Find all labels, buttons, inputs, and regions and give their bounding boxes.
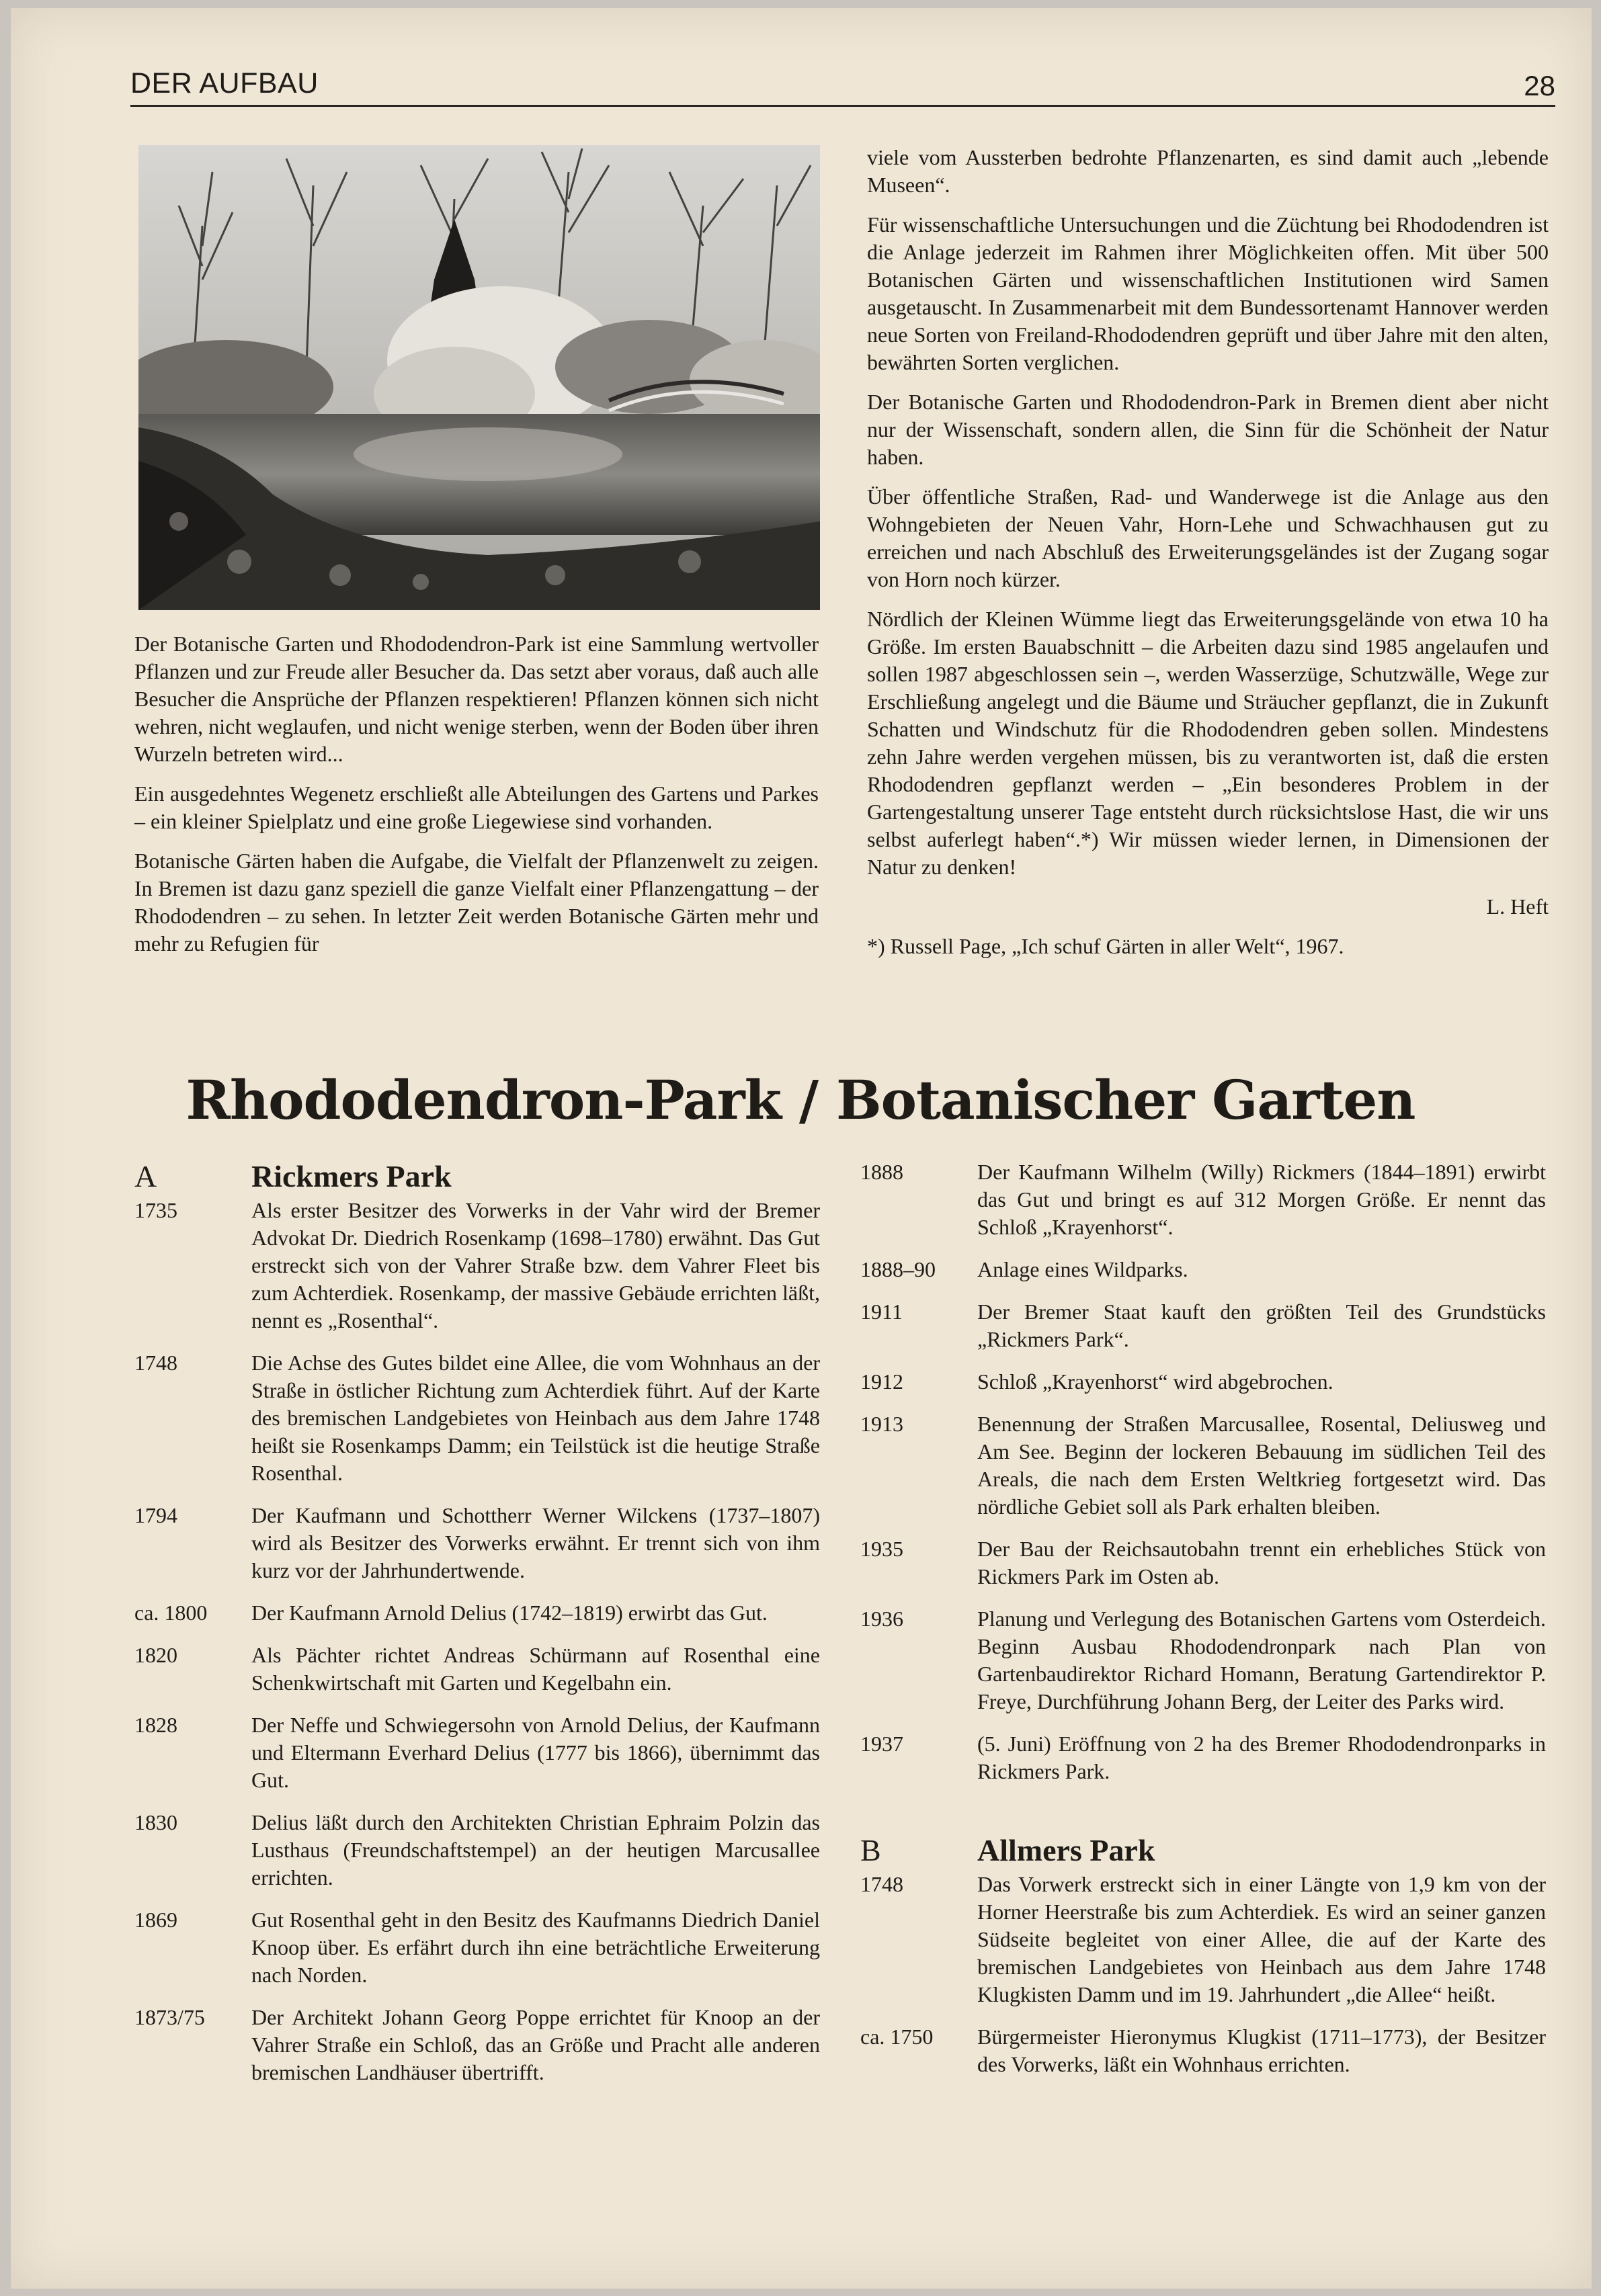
timeline-entry <box>860 1368 1546 1396</box>
timeline-entry <box>860 1605 1546 1715</box>
timeline-right-column <box>860 1158 1546 2093</box>
author-signature: L. Heft <box>1486 894 1549 919</box>
section-letter: A <box>134 1159 157 1193</box>
timeline-entry <box>134 1599 820 1627</box>
timeline-entry <box>134 2004 820 2086</box>
timeline-entry <box>860 1158 1546 1241</box>
paragraph: Über öffentliche Straßen, Rad- und Wanderwege ist die Anlage aus den Wohngebieten der Neuen Vahr, Horn-Lehe und Schwachhausen gut zu erreichen und nach Abschluß des Erweiterungsgeländes ist der Zugang sogar von Horn noch kürzer. <box>867 484 1549 591</box>
park-photo <box>138 145 820 610</box>
entry-year: ca. 1800 <box>134 1601 208 1625</box>
timeline-entry <box>860 1871 1546 2008</box>
timeline-entry <box>134 1906 820 1989</box>
entry-year: 1873/75 <box>134 2005 205 2029</box>
entry-year: 1794 <box>134 1503 177 1527</box>
section-name: Allmers Park <box>977 1833 1155 1867</box>
entry-text: Der Kaufmann und Schottherr Werner Wilckens (1737–1807) wird als Besitzer des Vorwerks erwähnt. Er trennt sich von ihm kurz vor der Jahrhundertwende. <box>251 1503 820 1582</box>
paragraph: Nördlich der Kleinen Wümme liegt das Erweiterungsgelände von etwa 10 ha Größe. Im ersten Bauabschnitt – die Arbeiten dazu sind 1985 angelaufen und sollen 1987 abgeschlossen sein –, werden Wasserzüge, Schutzwälle, Wege zur Erschließung angelegt und die Bäume und Sträucher gepflanzt, die in Zukunft Schatten und Windschutz für die Rhododendren geben sollen. Mindestens zehn Jahre werden vergehen müssen, bis zu verantworten ist, daß die ersten Rhododendren gepflanzt werden – „Ein besonderes Problem in der Gartengestaltung unserer Tage entsteht durch rücksichtslose Hast, die wir uns selbst auferlegt haben“.*) Wir müssen wieder lernen, in Dimensionen der Natur zu denken! <box>867 607 1549 879</box>
entry-year: 1936 <box>860 1607 903 1631</box>
page-header <box>130 66 1555 107</box>
entry-text: Der Bau der Reichsautobahn trennt ein erhebliches Stück von Rickmers Park im Osten ab. <box>977 1537 1546 1588</box>
paragraph: Der Botanische Garten und Rhododendron-Park ist eine Sammlung wertvoller Pflanzen und zur Freude aller Besucher da. Das setzt aber voraus, daß auch alle Besucher die Ansprüche der Pflanzen respektieren! Pflanzen können sich nicht wehren, nicht weglaufen, und nicht wenige sterben, wenn der Boden über ihren Wurzeln betreten wird... <box>134 632 819 766</box>
entry-text: Benennung der Straßen Marcusallee, Rosental, Deliusweg und Am See. Beginn der lockeren Bebauung im südlichen Teil des Areals, die nach dem Ersten Weltkrieg fortgesetzt wird. Das nördliche Gebiet soll als Park erhalten bleiben. <box>977 1412 1546 1519</box>
section-gap <box>860 1800 1546 1832</box>
timeline-entry <box>860 1256 1546 1283</box>
timeline-entry <box>860 1730 1546 1785</box>
entry-year: 1912 <box>860 1369 903 1394</box>
entry-year: 1820 <box>134 1643 177 1667</box>
timeline-entry <box>860 1535 1546 1590</box>
timeline-entry <box>134 1349 820 1487</box>
entry-year: 1937 <box>860 1732 903 1756</box>
section-name: Rickmers Park <box>251 1159 452 1193</box>
entry-text: Der Kaufmann Arnold Delius (1742–1819) erwirbt das Gut. <box>251 1601 768 1625</box>
entry-text: Der Bremer Staat kauft den größten Teil des Grundstücks „Rickmers Park“. <box>977 1300 1546 1351</box>
entry-year: 1748 <box>860 1872 903 1896</box>
timeline-entry <box>134 1642 820 1697</box>
timeline-entry <box>134 1809 820 1891</box>
section-a-heading <box>134 1158 820 1194</box>
timeline-entry <box>134 1502 820 1584</box>
entry-text: Als Pächter richtet Andreas Schürmann auf Rosenthal eine Schenkwirtschaft mit Garten und Kegelbahn ein. <box>251 1643 820 1695</box>
paragraph: viele vom Aussterben bedrohte Pflanzenarten, es sind damit auch „lebende Museen“. <box>867 145 1549 197</box>
entry-year: 1935 <box>860 1537 903 1561</box>
entry-year: 1830 <box>134 1810 177 1834</box>
entry-text: (5. Juni) Eröffnung von 2 ha des Bremer Rhododendronparks in Rickmers Park. <box>977 1732 1546 1783</box>
section-letter: B <box>860 1833 881 1867</box>
footnote: *) Russell Page, „Ich schuf Gärten in aller Welt“, 1967. <box>867 934 1344 958</box>
entry-text: Gut Rosenthal geht in den Besitz des Kaufmanns Diedrich Daniel Knoop über. Es erfährt durch ihn eine beträchtliche Erweiterung nach Norden. <box>251 1908 820 1987</box>
entry-text: Delius läßt durch den Architekten Christian Ephraim Polzin das Lusthaus (Freundschaftstempel) an der heutigen Marcusallee errichten. <box>251 1810 820 1889</box>
entry-text: Schloß „Krayenhorst“ wird abgebrochen. <box>977 1369 1333 1394</box>
page-number: 28 <box>1524 70 1555 101</box>
entry-text: Der Neffe und Schwiegersohn von Arnold Delius, der Kaufmann und Eltermann Everhard Delius (1777 bis 1866), übernimmt das Gut. <box>251 1713 820 1792</box>
timeline-entry <box>860 1298 1546 1353</box>
entry-text: Der Architekt Johann Georg Poppe errichtet für Knoop an der Vahrer Straße ein Schloß, das an Größe und Pracht alle anderen bremischen Landhäuser übertrifft. <box>251 2005 820 2084</box>
entry-year: ca. 1750 <box>860 2025 934 2049</box>
timeline-entry <box>134 1711 820 1794</box>
entry-text: Bürgermeister Hieronymus Klugkist (1711–1773), der Besitzer des Vorwerks, läßt ein Wohnhaus errichten. <box>977 2025 1546 2076</box>
entry-year: 1748 <box>134 1351 177 1375</box>
entry-year: 1888–90 <box>860 1257 936 1281</box>
entry-year: 1888 <box>860 1160 903 1184</box>
entry-text: Der Kaufmann Wilhelm (Willy) Rickmers (1844–1891) erwirbt das Gut und bringt es auf 312 Morgen Größe. Er nennt das Schloß „Krayenhorst“. <box>977 1160 1546 1239</box>
paragraph: Der Botanische Garten und Rhododendron-Park in Bremen dient aber nicht nur der Wissenschaft, sondern allen, die Sinn für die Schönheit der Natur haben. <box>867 390 1549 469</box>
entry-year: 1735 <box>134 1198 177 1222</box>
paragraph: Botanische Gärten haben die Aufgabe, die Vielfalt der Pflanzenwelt zu zeigen. In Bremen ist dazu ganz speziell die ganze Vielfalt einer Pflanzengattung – der Rhododendren – zu sehen. In letzter Zeit werden Botanische Gärten mehr und mehr zu Refugien für <box>134 849 819 955</box>
entry-text: Anlage eines Wildparks. <box>977 1257 1188 1281</box>
entry-text: Als erster Besitzer des Vorwerks in der Vahr wird der Bremer Advokat Dr. Diedrich Rosenkamp (1698–1780) erwähnt. Das Gut erstreckt sich von der Vahrer Straße bzw. dem Vahrer Fleet bis zum Achterdiek. Rosenkamp, der massive Gebäude errichten läßt, nennt es „Rosenthal“. <box>251 1198 820 1332</box>
entry-text: Die Achse des Gutes bildet eine Allee, die vom Wohnhaus an der Straße in östlicher Richtung zum Achterdiek führt. Auf der Karte des bremischen Landgebietes von Heinbach aus dem Jahre 1748 heißt sie Rosenkamps Damm; ein Teilstück ist die heutige Straße Rosenthal. <box>251 1351 820 1485</box>
section-b-heading <box>860 1832 1546 1868</box>
section-title: Rhododendron-Park / Botanischer Garten <box>186 1068 1415 1132</box>
entry-year: 1828 <box>134 1713 177 1737</box>
timeline-entry <box>860 1410 1546 1521</box>
magazine-title: DER AUFBAU <box>130 67 319 99</box>
paragraph: Ein ausgedehntes Wegenetz erschließt alle Abteilungen des Gartens und Parkes – ein kleiner Spielplatz und eine große Liegewiese sind vorhanden. <box>134 781 819 833</box>
timeline-entry <box>860 2023 1546 2078</box>
intro-left-column <box>134 630 819 970</box>
timeline-entry <box>134 1197 820 1334</box>
entry-year: 1911 <box>860 1300 903 1324</box>
entry-text: Das Vorwerk erstreckt sich in einer Längte von 1,9 km von der Horner Heerstraße bis zum Achterdiek. Es wird an seiner ganzen Südseite begleitet von einer Allee, die auf der Karte des bremischen Landgebietes von Heinbach aus dem Jahre 1748 Klugkisten Damm und im 19. Jahrhundert „die Allee“ heißt. <box>977 1872 1546 2006</box>
entry-text: Planung und Verlegung des Botanischen Gartens vom Osterdeich. Beginn Ausbau Rhododendronpark nach Plan von Gartenbaudirektor Richard Homann, Beratung Gartendirektor P. Freye, Durchführung Johann Berg, der Leiter des Parks wird. <box>977 1607 1546 1713</box>
intro-right-column <box>867 144 1549 972</box>
timeline-left-column <box>134 1158 820 2101</box>
entry-year: 1913 <box>860 1412 903 1436</box>
paragraph: Für wissenschaftliche Untersuchungen und die Züchtung bei Rhododendren ist die Anlage jederzeit im Rahmen ihrer Möglichkeiten offen. Mit über 500 Botanischen Gärten und wissenschaftlichen Institutionen wird Samen ausgetauscht. In Zusammenarbeit mit dem Bundessortenamt Hannover werden neue Sorten von Freiland-Rhododendren geprüft und über Jahre mit den alten, bewährten Sorten verglichen. <box>867 212 1549 374</box>
entry-year: 1869 <box>134 1908 177 1932</box>
